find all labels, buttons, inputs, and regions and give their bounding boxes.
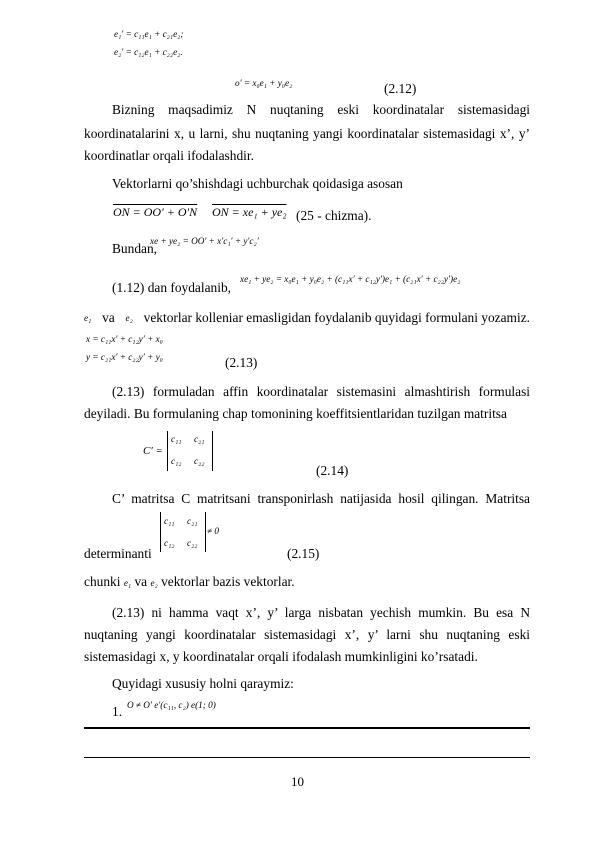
para-3 [84, 309, 530, 327]
det-cell-c22: c₂₂ [187, 538, 198, 548]
para-1-line-1: Bizning maqsadimiz N nuqtaning eski koordinatalar sistemasidagi [112, 102, 530, 117]
page-number: 10 [291, 774, 304, 789]
figure-reference: (25 - chizma). [296, 208, 372, 223]
eq-line-2: e₂′ = c₁₂e₁ + c₂₂e₂. [114, 47, 183, 57]
vector-eq-right-text: ON = xe₁ + ye₂ [212, 205, 287, 219]
para-1-line-2: koordinatalarini x, u larni, shu nuqtaning yangi koordinatalar sistemasidagi x’, y’ [84, 126, 530, 141]
eq-number-2-15: (2.15) [287, 546, 320, 561]
foydalanib-label: (1.12) dan foydalanib, [112, 280, 231, 295]
eq-number-2-13: (2.13) [225, 355, 258, 370]
para-1-line-3: koordinatlar orqali ifodalashdir. [84, 148, 254, 163]
para-3-va: va [102, 310, 115, 325]
determinant-label: determinanti [84, 546, 152, 561]
vector-e1-symbol: e₁ [84, 313, 92, 323]
matrix-cell-c22: c₂₂ [194, 456, 205, 466]
para-6-line-3: sistemasidagi x, y koordinatalar orqali ifodalash mumkinligini ko’rsatadi. [84, 649, 478, 664]
vector-eq-left [113, 205, 197, 220]
para-4-line-1: (2.13) formuladan affin koordinatalar sistemasini almashtirish formulasi [112, 384, 530, 399]
determinant [160, 512, 206, 552]
vector-eq-right [212, 205, 287, 220]
para-2: Vektorlarni qo’shishdagi uchburchak qoidasiga asosan [112, 176, 403, 191]
chunki-va: va [134, 574, 148, 589]
para-4-line-2: deyiladi. Bu formulaning chap tomonining koeffitsientlaridan tuzilgan matritsa [84, 406, 507, 421]
matrix-cell-c11: c₁₁ [171, 434, 182, 444]
footer-rule-thin [84, 757, 530, 758]
footer-rule-thick [84, 727, 530, 729]
eq-line-3: o′ = x₀e₁ + y₀e₂ [235, 78, 293, 88]
eq-number-2-12: (2.12) [384, 81, 417, 96]
eq-2-13-line-1: x = c₁₁x′ + c₁₂y′ + x₀ [86, 334, 163, 344]
chunki-e1-symbol: e₁ [123, 578, 132, 588]
vector-e2-symbol: e₂ [125, 313, 133, 323]
foydalanib-formula: xe₁ + ye₂ = x₀e₁ + y₀e₂ + (c₁₁x′ + c₁₂y′)e₁ + (c₂₁x′ + c₂₂y′)e₂ [240, 274, 461, 284]
chunki-e2-symbol: e₂ [150, 578, 158, 588]
para-7: Quyidagi xususiy holni qaraymiz: [112, 676, 294, 691]
para-6-line-1: (2.13) ni hamma vaqt x’, y’ larga nisbatan yechish mumkin. Bu esa N [112, 605, 530, 620]
vector-eq-left-text: ON = OO′ + O′N [113, 205, 198, 219]
para-3-text: vektorlar kolleniar emasligidan foydalanib quyidagi formulani yozamiz. [143, 310, 530, 325]
determinant-not-equal: ≠ 0 [207, 526, 219, 536]
bundan-label: Bundan, [112, 241, 158, 256]
item-1-label: 1. [112, 704, 123, 719]
matrix-cell-c21: c₂₁ [194, 434, 205, 444]
matrix-c-prime [167, 431, 213, 471]
eq-2-13-line-2: y = c₂₁x′ + c₂₂y′ + y₀ [86, 352, 163, 362]
item-1-formula: O ≠ O′ e′(c₁₁, c₂) e(1; 0) [127, 700, 216, 710]
det-cell-c12: c₁₂ [164, 538, 175, 548]
bundan-formula: xe + ye₂ = OO′ + x′c₁′ + y′c₂′ [150, 236, 259, 246]
eq-line-1: e₁′ = c₁₁e₁ + c₂₁e₂; [114, 29, 184, 39]
eq-number-2-14: (2.14) [316, 463, 349, 478]
para-5: C’ matritsa C matritsani transponirlash natijasida hosil qilingan. Matritsa [112, 491, 530, 506]
chunki-line [84, 573, 295, 592]
matrix-name: C′ = [143, 445, 163, 457]
chunki-word: chunki [84, 574, 121, 589]
matrix-cell-c12: c₁₂ [171, 456, 182, 466]
para-6-line-2: nuqtaning yangi koordinatalar sistemasidagi x’, y’ larni shu nuqtaning eski [84, 627, 530, 642]
det-cell-c11: c₁₁ [164, 516, 175, 526]
chunki-rest: vektorlar bazis vektorlar. [161, 574, 295, 589]
det-cell-c21: c₂₁ [187, 516, 198, 526]
